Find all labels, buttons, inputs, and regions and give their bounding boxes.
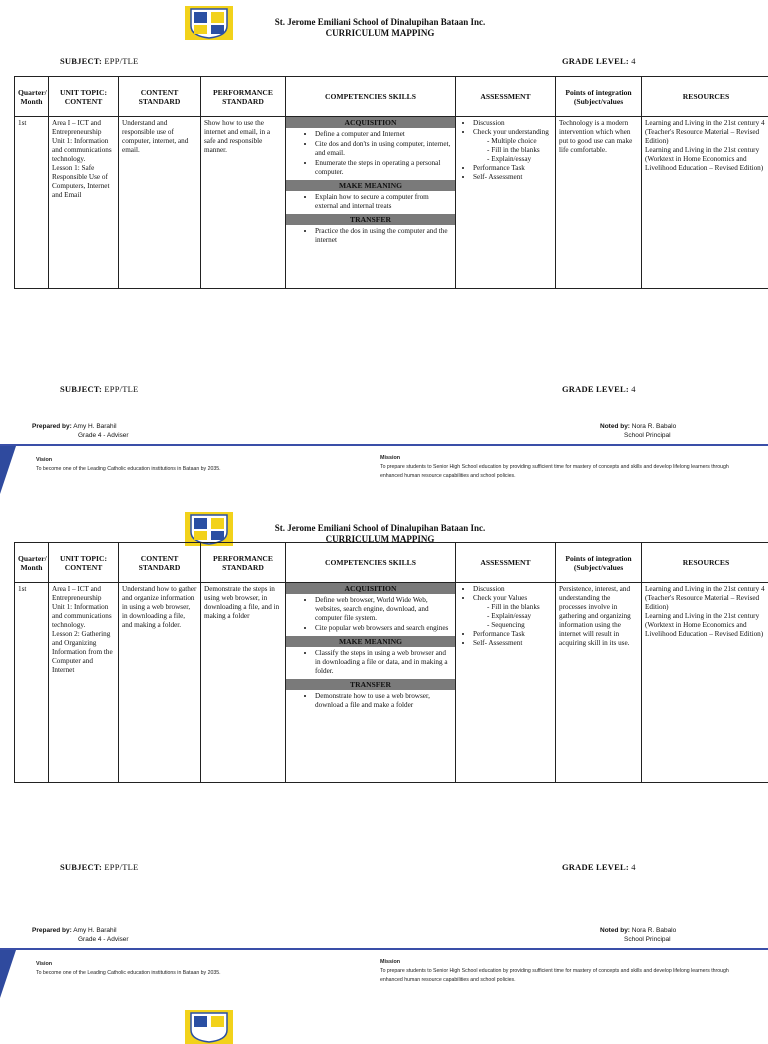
list-item: - Fill in the blanks <box>487 146 552 155</box>
list-item: • Check your Values - Fill in the blanks - Explain/essay - Sequencing <box>473 594 552 630</box>
document-title: CURRICULUM MAPPING <box>240 534 520 545</box>
assessment-cell <box>456 583 556 783</box>
make-meaning-bar: MAKE MEANING <box>286 180 455 191</box>
footer <box>0 948 768 1002</box>
content-standard-cell: Understand and responsible use of computer, internet, and email. <box>119 117 201 289</box>
list-item: • Define a computer and Internet <box>315 130 452 139</box>
header-quarter: Quarter/ Month <box>15 543 49 583</box>
document-title: CURRICULUM MAPPING <box>240 28 520 39</box>
list-item: • Cite popular web browsers and search engines <box>315 624 452 633</box>
school-logo-icon <box>185 6 233 40</box>
header-integration: Points of integration (Subject/values <box>556 77 642 117</box>
header-integration: Points of integration (Subject/values <box>556 543 642 583</box>
table-header-row <box>15 543 768 583</box>
list-item: • Define web browser, World Wide Web, websites, search engine, download, and computer file system. <box>315 596 452 623</box>
header-unit-topic: UNIT TOPIC: CONTENT <box>49 543 119 583</box>
grade-level-line-repeat: GRADE LEVEL: 4 <box>562 862 636 872</box>
make-meaning-list <box>289 649 452 676</box>
transfer-list <box>289 692 452 710</box>
header-unit-topic: UNIT TOPIC: CONTENT <box>49 77 119 117</box>
header-assessment: ASSESSMENT <box>456 77 556 117</box>
assessment-list <box>459 585 552 648</box>
integration-cell: Persistence, interest, and understanding the processes involve in gathering and organizing information using the internet will result in acquiring skill in its use. <box>556 583 642 783</box>
curriculum-map-table <box>14 542 768 783</box>
table-header-row <box>15 77 768 117</box>
footer <box>0 444 768 498</box>
list-item: - Multiple choice <box>487 137 552 146</box>
list-item: • Demonstrate how to use a web browser, download a file and make a folder <box>315 692 452 710</box>
quarter-cell: 1st <box>15 583 49 783</box>
mission: Mission To prepare students to Senior High School education by providing sufficient time for mastery of concepts and skills and develop lifelong learners through enhanced human resource capabilities and school policies. <box>380 958 740 985</box>
header-performance-standard: PERFORMANCE STANDARD <box>201 543 286 583</box>
grade-level-line: GRADE LEVEL: 4 <box>562 56 636 66</box>
list-item: - Sequencing <box>487 621 552 630</box>
list-item: • Practice the dos in using the computer and the internet <box>315 227 452 245</box>
transfer-bar: TRANSFER <box>286 679 455 690</box>
subject-line: SUBJECT: EPP/TLE <box>60 56 138 66</box>
prepared-by: Prepared by: Amy H. Barahil Grade 4 - Adviser <box>32 926 129 944</box>
list-item: • Self- Assessment <box>473 639 552 648</box>
list-item: • Enumerate the steps in operating a personal computer. <box>315 159 452 177</box>
school-name: St. Jerome Emiliani School of Dinalupihan Bataan Inc. CURRICULUM MAPPING <box>240 523 520 545</box>
grade-level-line-repeat: GRADE LEVEL: 4 <box>562 384 636 394</box>
list-item: • Explain how to secure a computer from external and internal treats <box>315 193 452 211</box>
competencies-cell <box>286 583 456 783</box>
school-logo-icon <box>185 1010 233 1044</box>
page-1 <box>0 0 768 490</box>
subject-line-repeat: SUBJECT: EPP/TLE <box>60 862 138 872</box>
footer-accent <box>0 446 16 494</box>
assessment-list <box>459 119 552 182</box>
school-logo-icon <box>185 512 233 546</box>
header-resources: RESOURCES <box>642 543 768 583</box>
make-meaning-list <box>289 193 452 211</box>
list-item: • Self- Assessment <box>473 173 552 182</box>
list-item: • Cite dos and don'ts in using computer, internet, and email. <box>315 140 452 158</box>
content-standard-cell: Understand how to gather and organize information in using a web browser, in downloading a file, and making a folder. <box>119 583 201 783</box>
transfer-bar: TRANSFER <box>286 214 455 225</box>
vision: Vision To become one of the Leading Catholic education institutions in Bataan by 2035. <box>36 960 336 978</box>
list-item: • Discussion <box>473 119 552 128</box>
table-row <box>15 583 768 783</box>
list-item: - Explain/essay <box>487 155 552 164</box>
prepared-by: Prepared by: Amy H. Barahil Grade 4 - Adviser <box>32 422 129 440</box>
noted-by: Noted by: Nora R. Babalo School Principal <box>600 926 676 944</box>
list-item: • Performance Task <box>473 630 552 639</box>
list-item: • Check your understanding - Multiple choice - Fill in the blanks - Explain/essay <box>473 128 552 164</box>
performance-standard-cell: Demonstrate the steps in using web browser, in downloading a file, and in making a folder <box>201 583 286 783</box>
resources-cell: Learning and Living in the 21st century 4 (Teacher's Resource Material – Revised Edition) Learning and Living in the 21st century (Worktext in Home Economics and Livelihood Education – Revised Edition) <box>642 117 768 289</box>
curriculum-map-table <box>14 76 768 289</box>
acquisition-list <box>289 130 452 177</box>
integration-cell: Technology is a modern intervention which when put to good use can make life comfortable. <box>556 117 642 289</box>
table-row <box>15 117 768 289</box>
header-competencies: COMPETENCIES SKILLS <box>286 543 456 583</box>
subject-line-repeat: SUBJECT: EPP/TLE <box>60 384 138 394</box>
list-item: • Discussion <box>473 585 552 594</box>
header-competencies: COMPETENCIES SKILLS <box>286 77 456 117</box>
footer-accent <box>0 950 16 998</box>
acquisition-list <box>289 596 452 633</box>
transfer-list <box>289 227 452 245</box>
header-content-standard: CONTENT STANDARD <box>119 77 201 117</box>
header-assessment: ASSESSMENT <box>456 543 556 583</box>
assessment-cell <box>456 117 556 289</box>
list-item: - Fill in the blanks <box>487 603 552 612</box>
header-quarter: Quarter/ Month <box>15 77 49 117</box>
vision: Vision To become one of the Leading Catholic education institutions in Bataan by 2035. <box>36 456 336 474</box>
performance-standard-cell: Show how to use the internet and email, in a safe and responsible manner. <box>201 117 286 289</box>
list-item: • Classify the steps in using a web browser and in downloading a file or data, and in making a folder. <box>315 649 452 676</box>
header-resources: RESOURCES <box>642 77 768 117</box>
resources-cell: Learning and Living in the 21st century 4 (Teacher's Resource Material – Revised Edition) Learning and Living in the 21st century (Worktext in Home Economics and Livelihood Education – Revised Edition) <box>642 583 768 783</box>
unit-topic-cell: Area I – ICT and Entrepreneurship Unit 1: Information and communications technology. Lesson 1: Safe Responsible Use of Computers, Internet and Email <box>49 117 119 289</box>
list-item: • Performance Task <box>473 164 552 173</box>
header-performance-standard: PERFORMANCE STANDARD <box>201 77 286 117</box>
quarter-cell: 1st <box>15 117 49 289</box>
mission: Mission To prepare students to Senior High School education by providing sufficient time for mastery of concepts and skills and develop lifelong learners through enhanced human resource capabilities and school policies. <box>380 454 740 481</box>
make-meaning-bar: MAKE MEANING <box>286 636 455 647</box>
school-name: St. Jerome Emiliani School of Dinalupihan Bataan Inc. CURRICULUM MAPPING <box>240 17 520 39</box>
competencies-cell <box>286 117 456 289</box>
acquisition-bar: ACQUISITION <box>286 583 455 594</box>
acquisition-bar: ACQUISITION <box>286 117 455 128</box>
unit-topic-cell: Area I – ICT and Entrepreneurship Unit 1: Information and communications technology. Lesson 2: Gathering and Organizing Information from the Computer and Internet <box>49 583 119 783</box>
header-content-standard: CONTENT STANDARD <box>119 543 201 583</box>
noted-by: Noted by: Nora R. Babalo School Principal <box>600 422 676 440</box>
page-2 <box>0 506 768 996</box>
list-item: - Explain/essay <box>487 612 552 621</box>
